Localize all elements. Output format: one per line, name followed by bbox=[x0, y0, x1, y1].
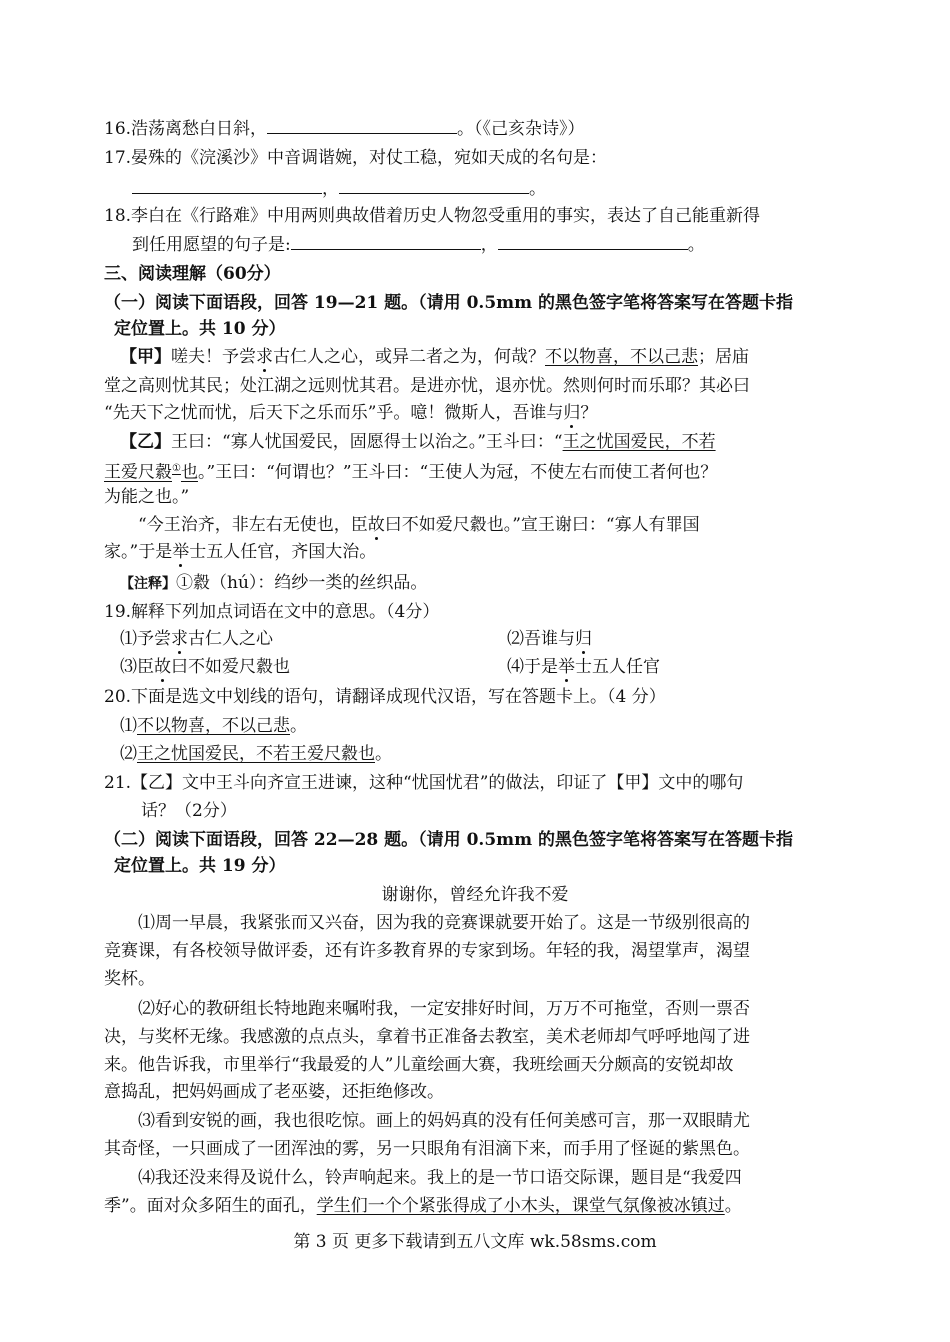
question-text: 浩荡离愁白日斜， bbox=[131, 119, 268, 139]
dotted-word: 举 bbox=[172, 542, 190, 562]
item-number: ⑴ bbox=[120, 716, 137, 736]
underlined-sentence: 不以物喜，不以己悲 bbox=[137, 716, 290, 736]
essay-paragraph-2: ⑵好心的教研组长特地跑来嘱咐我，一定安排好时间，万万不可拖堂，否则一票否 bbox=[138, 999, 750, 1019]
question-21-line2: 话？（2分） bbox=[141, 801, 237, 821]
passage-yi-line5 bbox=[104, 541, 376, 563]
underlined-sentence: 王之忧国爱民，不若 bbox=[562, 432, 716, 452]
essay-paragraph-2-line: 来。他告诉我，市里举行“我最爱的人”儿童绘画大赛，我班绘画天分颇高的安锐却故 bbox=[104, 1055, 734, 1075]
answer-blank[interactable] bbox=[132, 177, 322, 194]
text: 。”王曰：“何谓也？”王斗曰：“王使人为冠，不使左右而使工者何也？ bbox=[197, 462, 718, 483]
essay-paragraph-4: ⑷我还没来得及说什么，铃声响起来。我上的是一节口语交际课，题目是“我爱四 bbox=[138, 1168, 742, 1188]
section-heading: 三、阅读理解（60分） bbox=[104, 264, 281, 284]
essay-paragraph-1-line: 竞赛课，有各校领导做评委，还有许多教育界的专家到场。年轻的我，渴望掌声，渴望 bbox=[104, 941, 750, 961]
question-21: 21.【乙】文中王斗向齐宣王进谏，这种“忧国忧君”的做法，印证了【甲】文中的哪句 bbox=[104, 773, 744, 793]
text: ；居庙 bbox=[698, 347, 749, 367]
underlined-sentence: 学生们一个个紧张得成了小木头，课堂气氛像被冰镇过 bbox=[316, 1196, 725, 1216]
dotted-word: 故 bbox=[367, 515, 385, 535]
passage-jia-line3 bbox=[104, 402, 597, 424]
question-20: 20.下面是选文中划线的语句，请翻译成现代汉语，写在答题卡上。（4 分） bbox=[104, 687, 666, 707]
annotation-tag: 【注释】 bbox=[120, 576, 176, 592]
essay-paragraph-2-line: 意捣乱，把妈妈画成了老巫婆，还拒绝修改。 bbox=[104, 1082, 444, 1102]
text: 古仁人之心，或异二者之为，何哉？ bbox=[273, 347, 545, 367]
question-17: 17.晏殊的《浣溪沙》中音调谐婉，对仗工稳，宛如天成的名句是： bbox=[104, 148, 608, 168]
page-footer: 第 3 页 更多下载请到五八文库 wk.58sms.com bbox=[293, 1232, 657, 1252]
essay-paragraph-1-line: 奖杯。 bbox=[104, 969, 155, 989]
answer-blank[interactable] bbox=[339, 177, 529, 194]
part-1-instruction: （一）阅读下面语段，回答 19—21 题。（请用 0.5mm 的黑色签字笔将答案写在答题卡指 bbox=[104, 293, 794, 313]
question-18-line2 bbox=[132, 233, 705, 256]
part-2-instruction: （二）阅读下面语段，回答 22—28 题。（请用 0.5mm 的黑色签字笔将答案写在答题卡指 bbox=[104, 830, 794, 850]
question-19: 19.解释下列加点词语在文中的意思。（4分） bbox=[104, 602, 440, 622]
dotted-word: 归 bbox=[563, 403, 581, 423]
passage-yi-line2 bbox=[104, 458, 717, 484]
text: 士五人任官，齐国大治。 bbox=[189, 542, 377, 562]
annotation-text: ①縠（hú）：绉纱一类的丝织品。 bbox=[176, 573, 428, 593]
dotted-word: 求 bbox=[171, 629, 188, 649]
question-16 bbox=[104, 117, 585, 140]
passage-tag: 【乙】 bbox=[120, 432, 171, 452]
q19-item-4 bbox=[507, 656, 660, 678]
passage-yi-line1 bbox=[120, 431, 716, 453]
question-source: 。（《己亥杂诗》） bbox=[457, 119, 585, 139]
essay-paragraph-3-line: 其奇怪，一只画成了一团浑浊的雾，另一只眼角有泪滴下来，而手用了怪诞的紫黑色。 bbox=[104, 1139, 750, 1159]
annotation bbox=[120, 572, 427, 595]
question-18: 18.李白在《行路难》中用两则典故借着历史人物忽受重用的事实，表达了自己能重新得 bbox=[104, 206, 761, 226]
underlined-sentence: 也 bbox=[180, 462, 198, 483]
answer-blank[interactable] bbox=[291, 233, 481, 250]
q19-item-2 bbox=[507, 628, 592, 650]
q20-item-2 bbox=[120, 743, 392, 765]
period: 。 bbox=[529, 179, 546, 199]
dotted-word: 举 bbox=[558, 657, 575, 677]
text: ⑷于是 bbox=[507, 657, 558, 677]
question-17-blanks bbox=[132, 177, 546, 200]
footnote-marker: ① bbox=[172, 463, 181, 474]
essay-title: 谢谢你，曾经允许我不爱 bbox=[381, 885, 569, 905]
essay-paragraph-3: ⑶看到安锐的画，我也很吃惊。画上的妈妈真的没有任何美感可言，那一双眼睛尤 bbox=[138, 1111, 750, 1131]
text: 季”。面对众多陌生的面孔， bbox=[104, 1196, 317, 1216]
dotted-word: 故 bbox=[154, 657, 171, 677]
separator: ， bbox=[322, 179, 339, 199]
essay-paragraph-1: ⑴周一早晨，我紧张而又兴奋，因为我的竞赛课就要开始了。这是一节级别很高的 bbox=[138, 913, 750, 933]
dotted-word: 求 bbox=[256, 347, 273, 367]
text: 曰不如爱尺縠也。”宣王谢曰：“寡人有罪国 bbox=[384, 515, 700, 535]
q20-item-1 bbox=[120, 715, 307, 737]
item-number: ⑵ bbox=[120, 744, 137, 764]
question-number: 16. bbox=[104, 119, 132, 139]
passage-jia-line1 bbox=[120, 346, 749, 368]
answer-blank[interactable] bbox=[498, 233, 688, 250]
text: “先天下之忧而忧，后天下之乐而乐”乎。噫！微斯人，吾谁与 bbox=[104, 403, 564, 423]
part-1-instruction-line2: 定位置上。共 10 分） bbox=[114, 319, 286, 339]
text: 曰不如爱尺縠也 bbox=[171, 657, 290, 677]
text: ？ bbox=[580, 403, 598, 423]
period: 。 bbox=[290, 716, 307, 736]
text: 王曰：“寡人忧国爱民，固愿得士以治之。”王斗曰：“ bbox=[171, 432, 563, 452]
text: 士五人任官 bbox=[575, 657, 660, 677]
underlined-sentence: 不以物喜，不以己悲 bbox=[545, 347, 698, 367]
passage-yi-line4 bbox=[138, 514, 700, 536]
text: 家。”于是 bbox=[104, 542, 173, 562]
dotted-word: 归 bbox=[575, 629, 592, 649]
text: 古仁人之心 bbox=[188, 629, 273, 649]
underlined-sentence: 王爱尺縠 bbox=[104, 462, 172, 483]
period: 。 bbox=[375, 744, 392, 764]
essay-paragraph-4-line bbox=[104, 1195, 742, 1217]
separator: ， bbox=[480, 235, 498, 255]
essay-paragraph-2-line: 决，与奖杯无缘。我感激的点点头，拿着书正准备去教室，美术老师却气呼呼地闯了进 bbox=[104, 1027, 750, 1047]
underlined-sentence: 王之忧国爱民，不若王爱尺縠也 bbox=[137, 744, 375, 764]
period: 。 bbox=[687, 235, 705, 255]
text: ⑴予尝 bbox=[120, 629, 171, 649]
part-2-instruction-line2: 定位置上。共 19 分） bbox=[114, 856, 286, 876]
passage-yi-line3: 为能之也。” bbox=[104, 487, 190, 507]
q19-item-1 bbox=[120, 628, 273, 650]
q19-item-3 bbox=[120, 656, 290, 678]
text: ⑵吾谁与 bbox=[507, 629, 575, 649]
text: “今王治齐，非左右无使也，臣 bbox=[138, 515, 368, 535]
answer-blank[interactable] bbox=[267, 117, 457, 134]
period: 。 bbox=[724, 1196, 742, 1216]
text: 嗟夫！予尝 bbox=[171, 347, 256, 367]
passage-tag: 【甲】 bbox=[120, 347, 171, 367]
passage-jia-line2: 堂之高则忧其民；处江湖之远则忧其君。是进亦忧，退亦忧。然则何时而乐耶？其必曰 bbox=[104, 376, 750, 396]
question-text: 到任用愿望的句子是: bbox=[132, 235, 291, 255]
text: ⑶臣 bbox=[120, 657, 154, 677]
